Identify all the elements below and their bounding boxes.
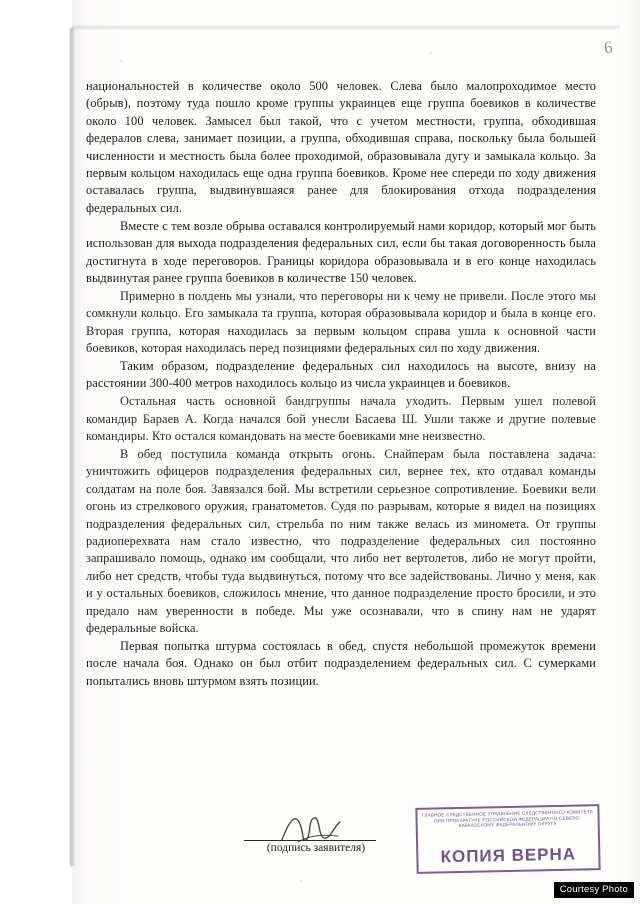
- signature-rule: [244, 840, 376, 841]
- page-number-handwritten: 6: [602, 37, 614, 58]
- scan-speck: [120, 60, 122, 62]
- paragraph: В обед поступила команда открыть огонь. Снайперам была поставлена задача: уничтожить офицеров подразделения федеральных сил, вернее тех, кто отдавал команды солдатам на поле боя. Завязался бой. Мы встретили серьезное сопротивление. Боевики вели огонь из стрелкового оружия, гранатометов. Судя по разрывам, которые я видел на позициях подразделения федеральных сил, стрельба по ним также велась из миномета. От группы радиоперехвата нам стало известно, что подразделение федеральных сил постоянно запрашивало помощь, однако им сообщали, что либо нет вертолетов, либо не могут пройти, либо нет средств, чтобы туда выдвинуться, потому что все задействованы. Лично у меня, как и у остальных боевиков, сложилось мнение, что данное подразделение просто бросили, и это предало нам уверенности в победе. Мы уже осознавали, что в спину нам не ударят федеральные войска.: [86, 447, 596, 636]
- photo-credit-watermark: Courtesy Photo: [554, 882, 634, 898]
- scan-speck: [430, 52, 432, 54]
- document-body: [86, 78, 596, 691]
- certification-stamp: [415, 804, 600, 874]
- page-edge-shadow-top: [72, 26, 620, 30]
- signature-area: [86, 809, 596, 888]
- signature-caption: (подпись заявителя): [266, 842, 366, 854]
- paragraph: Таким образом, подразделение федеральных сил находилось на высоте, внизу на расстоянии 300-400 метров находилось кольцо из числа украинцев и боевиков.: [86, 359, 596, 391]
- paragraph: Вместе с тем возле обрыва оставался контролируемый нами коридор, который мог быть использован для выхода подразделения федеральных сил, если бы такая договоренность была достигнута в ходе переговоров. Границы коридора образовывала и в его конце находилась выдвинутая ранее группа боевиков в количестве 150 человек.: [86, 218, 596, 285]
- paragraph: Остальная часть основной бандгруппы начала уходить. Первым ушел полевой командир Бараев А. Когда начался бой унесли Басаева Ш. Ушли также и другие полевые командиры. Кто остался командовать на месте боевиками мне неизвестно.: [86, 394, 596, 444]
- page-edge-shadow-left: [70, 28, 75, 866]
- stamp-header-text: ГЛАВНОЕ СЛЕДСТВЕННОЕ УПРАВЛЕНИЕ СЛЕДСТВЕННОГО КОМИТЕТА ПРИ ПРОКУРАТУРЕ РОССИЙСКОЙ ФЕДЕРАЦИИ ПО СЕВЕРО-КАВКАЗСКОМУ ФЕДЕРАЛЬНОМУ ОКРУГУ: [421, 809, 594, 829]
- paragraph: Примерно в полдень мы узнали, что переговоры ни к чему не привели. После этого мы сомкнули кольцо. Его замыкала та группа, которая образовывала коридор и была в конце его. Вторая группа, которая находилась за первым кольцом справа ушла к основной части боевиков, которая находилась перед позициями федеральных сил по ходу движения.: [86, 288, 596, 356]
- stamp-main-text: КОПИЯ ВЕРНА: [440, 844, 577, 867]
- paragraph: национальностей в количестве около 500 человек. Слева было малопроходимое место (обрыв), поэтому туда пошло кроме группы украинцев еще группа боевиков в количестве около 100 человек. Замысел был такой, что с учетом местности, группа, обходившая федералов слева, занимает позиции, а группа, обходившая справа, поскольку была большей численности и местность была более проходимой, образовывала дугу и замыкала кольцо. За первым кольцом находилась еще одна группа боевиков. Кроме нее спереди по ходу движения оставалась группа, выдвинувшаяся ранее для блокирования отхода подразделения федеральных сил.: [86, 79, 596, 215]
- paragraph: Первая попытка штурма состоялась в обед, спустя небольшой промежуток времени после начала боя. Однако он был отбит подразделением федеральных сил. С сумерками попытались вновь штурмом взять позиции.: [86, 639, 596, 688]
